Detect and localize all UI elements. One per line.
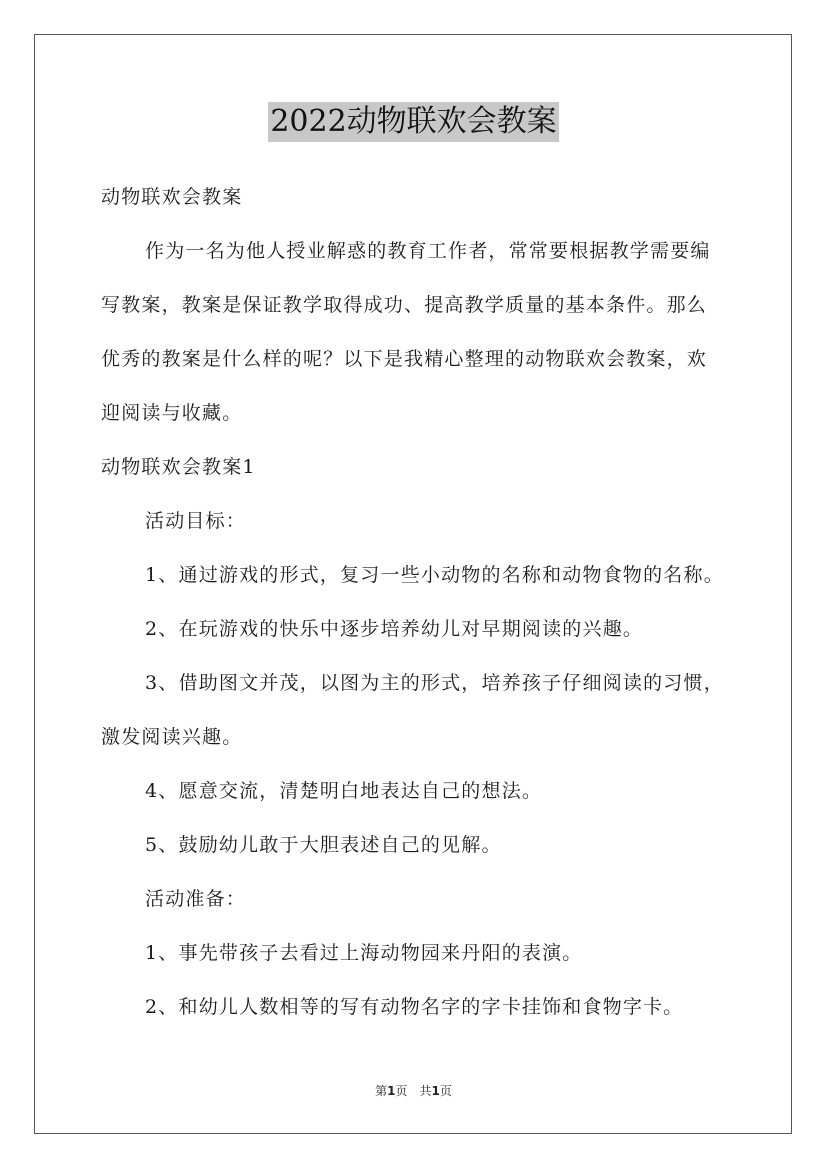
list-item: 1、通过游戏的形式，复习一些小动物的名称和动物食物的名称。 <box>145 564 724 586</box>
subsection-heading: 活动目标： <box>145 510 247 532</box>
list-item: 1、事先带孩子去看过上海动物园来丹阳的表演。 <box>145 942 583 964</box>
page-footer <box>0 1083 827 1099</box>
paragraph-line: 作为一名为他人授业解惑的教育工作者，常常要根据教学需要编 <box>145 240 711 262</box>
paragraph-line: 迎阅读与收藏。 <box>101 402 243 424</box>
list-item: 2、和幼儿人数相等的写有动物名字的字卡挂饰和食物字卡。 <box>145 996 684 1018</box>
list-item: 2、在玩游戏的快乐中逐步培养幼儿对早期阅读的兴趣。 <box>145 618 644 640</box>
document-body <box>101 170 741 1034</box>
document-title-container <box>0 102 827 142</box>
list-item-continuation: 激发阅读兴趣。 <box>101 726 243 748</box>
section-heading: 动物联欢会教案1 <box>101 456 256 478</box>
list-item: 4、愿意交流，清楚明白地表达自己的想法。 <box>145 780 543 802</box>
total-pages: 1 <box>431 1084 440 1098</box>
total-suffix: 页 <box>439 1084 452 1098</box>
page-number: 1 <box>387 1084 396 1098</box>
page-suffix: 页 <box>395 1084 408 1098</box>
list-item: 5、鼓励幼儿敢于大胆表述自己的见解。 <box>145 834 502 856</box>
page-prefix: 第 <box>375 1084 388 1098</box>
paragraph-line: 动物联欢会教案 <box>101 186 243 208</box>
total-prefix: 共 <box>419 1084 432 1098</box>
document-title: 2022动物联欢会教案 <box>268 102 558 142</box>
list-item: 3、借助图文并茂，以图为主的形式，培养孩子仔细阅读的习惯， <box>145 672 724 694</box>
paragraph-line: 写教案，教案是保证教学取得成功、提高教学质量的基本条件。那么 <box>101 294 708 316</box>
paragraph-line: 优秀的教案是什么样的呢？以下是我精心整理的动物联欢会教案，欢 <box>101 348 708 370</box>
subsection-heading: 活动准备： <box>145 888 247 910</box>
